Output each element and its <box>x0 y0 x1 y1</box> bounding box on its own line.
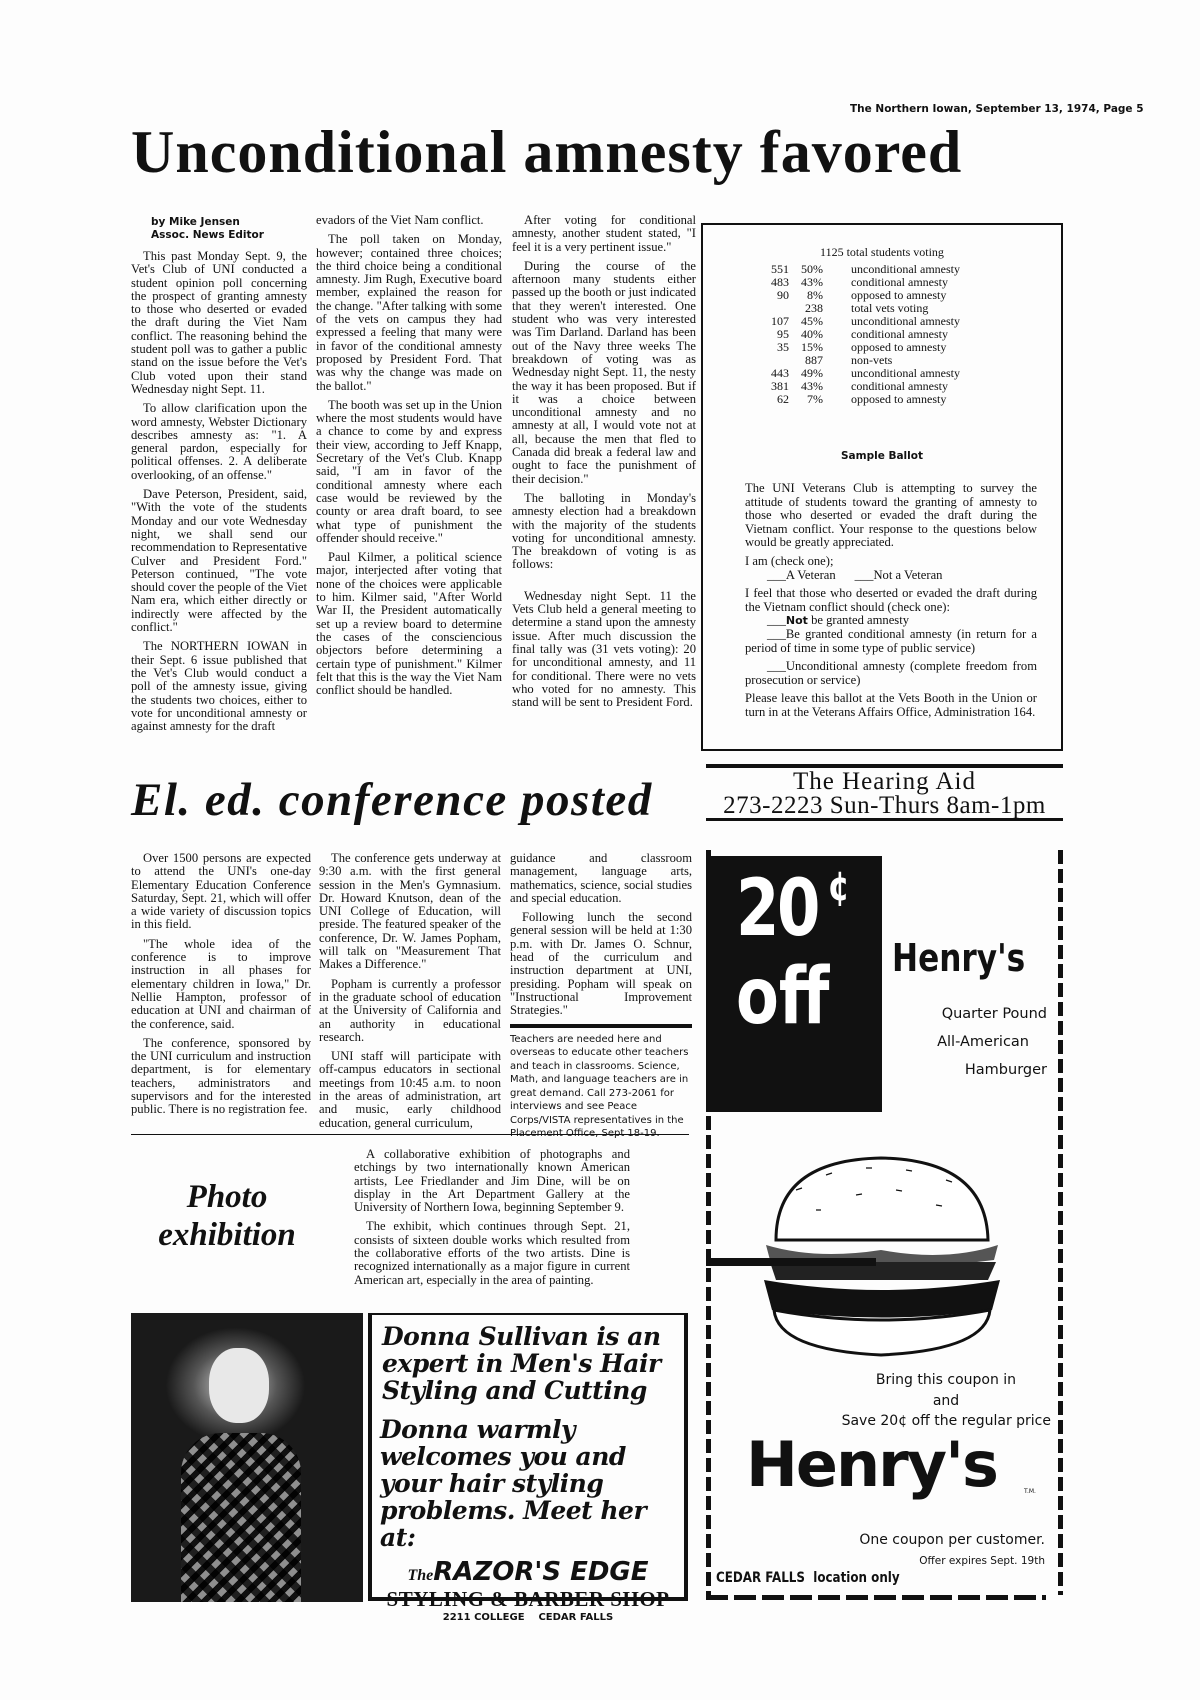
tally-table <box>765 263 966 406</box>
vote-category: conditional amnesty <box>851 327 948 341</box>
vote-percent: 887 <box>805 353 823 367</box>
option-conditional: Be granted conditional amnesty (in return for a period of time in some type of public service) <box>745 626 1037 655</box>
vote-category: unconditional amnesty <box>851 366 960 380</box>
vote-category: opposed to amnesty <box>851 288 947 302</box>
shop-type: STYLING & BARBER SHOP <box>386 1587 670 1611</box>
photo-exhibition-heading <box>142 1178 312 1254</box>
paragraph: This past Monday Sept. 9, the Vet's Club of UNI conducted a student opinion poll concerning the prospect of granting amnesty to those who deserted or evaded the draft during the Viet Nam conflict. The reasoning behind the student poll was to gather a public stand on the issue before the Vet's Club voted upon their stand Wednesday night Sept. 11. <box>131 249 307 396</box>
ballot-box <box>701 223 1063 751</box>
vote-count: 107 <box>771 314 789 328</box>
ad-headline: Donna Sullivan is an expert in Men's Hair Styling and Cutting <box>382 1322 661 1405</box>
save-offer: Save 20¢ off the regular price <box>841 1413 1051 1429</box>
vote-percent: 40% <box>801 327 823 341</box>
vote-count: 35 <box>777 340 789 354</box>
vote-category: opposed to amnesty <box>851 392 947 406</box>
vote-percent: 8% <box>807 288 823 302</box>
vote-category: unconditional amnesty <box>851 314 960 328</box>
byline-author: by Mike Jensen <box>151 216 240 228</box>
razors-edge-ad <box>368 1313 688 1623</box>
plaid-shirt <box>181 1433 301 1602</box>
paragraph: evadors of the Viet Nam conflict. <box>316 213 484 227</box>
heading-line: exhibition <box>158 1217 296 1253</box>
logo-the: The <box>407 1567 434 1584</box>
eled-column-1 <box>131 852 311 1123</box>
razors-edge-logo <box>372 1557 684 1587</box>
byline <box>131 216 307 242</box>
amnesty-column-2 <box>316 214 502 703</box>
eled-headline: El. ed. conference posted <box>131 774 653 826</box>
amnesty-column-1 <box>131 216 307 739</box>
offer-expiration: Offer expires Sept. 19th <box>919 1555 1045 1567</box>
paragraph: The exhibit, which continues through Sept. 21, consists of sixteen double works which resulted from the collaborative efforts of the two artists. Dine is recognized internationally as a major figure in current American art, especially in the area of painting. <box>354 1219 630 1287</box>
vote-count: 443 <box>771 366 789 380</box>
paragraph: guidance and classroom management, language arts, mathematics, science, social studies and special education. <box>510 851 692 905</box>
paragraph: During the course of the afternoon many students either passed up the booth or just indicated that they weren't interested. One student who was very interested was Tim Darland. Darland has been out of the Navy three weeks The breakdown of voting was as Wednesday night Sept. 11, the nesty the way it has been proposed. But if it was a choice between unconditional amnesty and no amnesty at all, I would vote not at all, because the men that fled to Canada did break a federal law and ought to face the punishment of their decision." <box>512 258 696 486</box>
photo-exhibition-text <box>354 1148 630 1293</box>
vote-category: conditional amnesty <box>851 379 948 393</box>
item-line: Hamburger <box>964 1062 1047 1078</box>
black-bar <box>706 1258 876 1266</box>
eled-column-3 <box>510 852 692 1141</box>
portrait-photo <box>131 1313 363 1602</box>
trademark: T.M. <box>1024 1488 1036 1495</box>
hamburger-illustration <box>756 1150 1006 1360</box>
paragraph: The conference gets underway at 9:30 a.m. with the first general session in the Men's Gymnasium. Dr. Howard Knutson, dean of the UNI College of Education, will preside. The featured speaker of the conference, Dr. W. James Popham, will talk on "Measurement That Makes a Difference." <box>319 851 501 972</box>
paragraph: Dave Peterson, President, said, "With the vote of the students Monday and our vote Wednesday night, we shall send our recommendation to Representative Culver and President Ford." Peterson continued, "The vote should cover the people of the Viet Nam era, which either directly or indirectly were affected by the conflict." <box>131 487 307 635</box>
and-text: and <box>932 1393 960 1409</box>
paragraph: The poll taken on Monday, however; contained three choices; the third choice being a conditional amnesty. Jim Rugh, Executive board member, explained the reason for the change. "After talking with some of the vets on campus they had expressed a feeling that many were in favor of the conditional amnesty proposed by President Ford. That was why the change was made on the ballot." <box>316 232 502 393</box>
henrys-name: Henry's <box>892 936 1026 980</box>
vote-count: 62 <box>777 392 789 406</box>
ballot-question-2: I feel that those who deserted or evaded the draft during the Vietnam conflict should (check one): <box>745 586 1037 614</box>
option-unconditional: Unconditional amnesty (complete freedom from prosecution or service) <box>745 659 1037 687</box>
vote-category: total vets voting <box>851 301 929 315</box>
amnesty-headline: Unconditional amnesty favored <box>131 119 963 185</box>
price-off: off <box>736 952 830 1042</box>
price-amount <box>736 864 848 954</box>
paragraph: UNI staff will participate with off-campus educators in sectional meetings from 10:45 a.m. to noon in the areas of administration, art and music, early childhood education, general curriculum, <box>319 1049 501 1130</box>
paragraph: Paul Kilmer, a political science major, interjected after voting that none of the choices were applicable to him. Kilmer said, "After World War II, the President automatically set up a review board to determine the cases of the consciencious objectors before determining a certain type of punishment." Kilmer felt that this is the way the Viet Nam conflict should be handled. <box>316 550 502 698</box>
price-number: 20 <box>736 864 819 954</box>
henrys-coupon-ad <box>706 850 1063 1605</box>
vote-category: conditional amnesty <box>851 275 948 289</box>
heading-line: Photo <box>186 1179 268 1215</box>
hearing-aid-ad <box>706 764 1063 821</box>
page-folio: The Northern Iowan, September 13, 1974, Page 5 <box>850 103 1144 115</box>
option-not-granted: ___Not be granted amnesty <box>767 613 909 628</box>
bold-not: Not <box>785 614 808 628</box>
coupon-limit: One coupon per customer. <box>859 1532 1045 1548</box>
paragraph: The NORTHERN IOWAN in their Sept. 6 issue published that the Vet's Club would conduct a poll of the amnesty issue, giving the students two choices, either to vote for unconditional amnesty or against amnesty for the draft <box>131 639 307 734</box>
vote-percent: 45% <box>801 314 823 328</box>
vote-category: unconditional amnesty <box>851 262 960 276</box>
eled-column-2 <box>319 852 501 1136</box>
tally-row <box>765 393 966 406</box>
vote-percent: 15% <box>801 340 823 354</box>
logo-name: RAZOR'S EDGE <box>433 1557 649 1587</box>
paragraph: The conference, sponsored by the UNI curriculum and instruction department, is for elementary teachers, administrators and supervisors and for the interested public. There is no registration fee. <box>131 1035 311 1117</box>
option-text: be granted amnesty <box>807 613 909 628</box>
vote-category: non-vets <box>851 353 893 367</box>
bring-coupon: Bring this coupon in <box>875 1372 1017 1388</box>
option-veteran: A Veteran <box>785 567 836 582</box>
item-line: All-American <box>937 1034 1029 1050</box>
vote-percent: 238 <box>805 301 823 315</box>
vote-count: 95 <box>777 327 789 341</box>
face <box>209 1348 269 1423</box>
vote-count: 551 <box>771 262 789 276</box>
cent-sign: ¢ <box>827 864 848 910</box>
vote-count: 381 <box>771 379 789 393</box>
ballot-title: Sample Ballot <box>840 450 923 462</box>
ballot-closing: Please leave this ballot at the Vets Booth in the Union or turn in at the Veterans Affairs Office, Administration 164. <box>745 691 1037 719</box>
coupon-border-bottom <box>706 1595 1046 1600</box>
option-not-veteran: Not a Veteran <box>873 567 943 582</box>
amnesty-column-3 <box>512 214 696 715</box>
vote-category: opposed to amnesty <box>851 340 947 354</box>
paragraph: The balloting in Monday's amnesty election had a breakdown with the majority of the students voting for unconditional amnesty. The breakdown of voting is as follows: <box>512 490 696 572</box>
vote-percent: 43% <box>801 379 823 393</box>
paragraph: Wednesday night Sept. 11 the Vets Club held a general meeting to determine a stand upon the amnesty issue. After much discussion the final tally was (31 vets voting): 20 for unconditional amnesty, and 11 for conditional. There were no vets who voted for no amnesty. This stand will be sent to President Ford. <box>512 588 696 710</box>
ad-body: Donna warmly welcomes you and your hair styling problems. Meet her at: <box>380 1415 647 1552</box>
tally-title: 1125 total students voting <box>820 245 944 259</box>
vote-count: 90 <box>777 288 789 302</box>
byline-title: Assoc. News Editor <box>151 229 264 241</box>
paragraph: Popham is currently a professor in the graduate school of education at the University of California and an authority in educational research. <box>319 976 501 1044</box>
paragraph: To allow clarification upon the word amnesty, Webster Dictionary describes amnesty as: "1. A general pardon, especially for political offenses. 2. A deliberate overlooking, of an offense." <box>131 401 307 482</box>
section-divider <box>131 1134 689 1135</box>
sample-ballot: The UNI Veterans Club is attempting to survey the attitude of students toward the granting of amnesty to those who deserted or evaded the draft during the Vietnam conflict. Your response to the questions below would be greatly appreciated. I am (check one); ___A Veteran ___Not a Veteran I feel that those who deserted or evaded the draft during the Vietnam conflict should (check one): ___Not be granted amnesty ___Be granted conditional amnesty (in return for a period of time in some type of public service) ___Unconditional amnesty (complete freedom from prosecution or service) Please leave this ballot at the Vets Booth in the Union or turn in at the Veterans Affairs Office, Administration 164. <box>745 481 1037 719</box>
item-line: Quarter Pound <box>941 1006 1047 1022</box>
paragraph: After voting for conditional amnesty, another student stated, "I feel it is a very pertinent issue." <box>512 213 696 254</box>
coupon-border-right <box>1058 850 1063 1595</box>
paragraph: The booth was set up in the Union where the most students would have a chance to come by and express their view, according to Jeff Knapp, Secretary of the Vet's Club. Knapp said, "I am in favor of the conditional amnesty where each case would be reviewed by the county or area draft board, to see what type of punishment the offender should receive." <box>316 397 502 545</box>
coupon-instructions <box>846 1370 1046 1412</box>
paragraph: "The whole idea of the conference is to improve instruction in all phases for elementary children in Iowa," Dr. Nellie Hampton, professor of education at UNI and chairman of the conference, said. <box>131 936 311 1031</box>
product-description <box>892 1000 1047 1084</box>
vote-percent: 7% <box>807 392 823 406</box>
paragraph: Over 1500 persons are expected to attend the UNI's one-day Elementary Education Conference Saturday, Sept. 21, which will offer a wide variety of discussion topics in this field. <box>131 851 311 932</box>
vote-percent: 49% <box>801 366 823 380</box>
henrys-logo: Henry's <box>746 1428 997 1501</box>
vote-percent: 43% <box>801 275 823 289</box>
vote-count: 483 <box>771 275 789 289</box>
shop-address: 2211 COLLEGE CEDAR FALLS <box>442 1612 614 1623</box>
ballot-intro: The UNI Veterans Club is attempting to survey the attitude of students toward the granting of amnesty to those who deserted or evaded the draft during the Vietnam conflict. Your response to the questions below would be greatly appreciated. <box>745 481 1037 550</box>
paragraph: A collaborative exhibition of photographs and etchings by two internationally known American artists, Lee Friedlander and Jim Dine, will be on display in the Art Department Gallery at the University of Northern Iowa, beginning September 9. <box>354 1147 630 1215</box>
hearing-aid-phone-hours: 273-2223 Sun-Thurs 8am-1pm <box>706 794 1063 821</box>
hearing-aid-title: The Hearing Aid <box>792 768 976 795</box>
peace-corps-notice: Teachers are needed here and overseas to educate other teachers and teach in classrooms. Science, Math, and language teachers are in great demand. Call 273-2061 for interviews and see Peace Corps/VISTA representatives in the Placement Office, Sept 18-19. <box>510 1033 689 1140</box>
divider <box>510 1024 692 1028</box>
paragraph: Following lunch the second general session will be held at 1:30 p.m. with Dr. James O. Schnur, head of the curriculum and instruction department at UNI, presiding. Popham will speak on "Instructional Improvement Strategies." <box>510 910 692 1018</box>
price-block <box>706 856 882 1112</box>
location-restriction: CEDAR FALLS location only <box>716 1570 900 1586</box>
ballot-question-1: I am (check one); <box>745 553 834 568</box>
vote-percent: 50% <box>801 262 823 276</box>
